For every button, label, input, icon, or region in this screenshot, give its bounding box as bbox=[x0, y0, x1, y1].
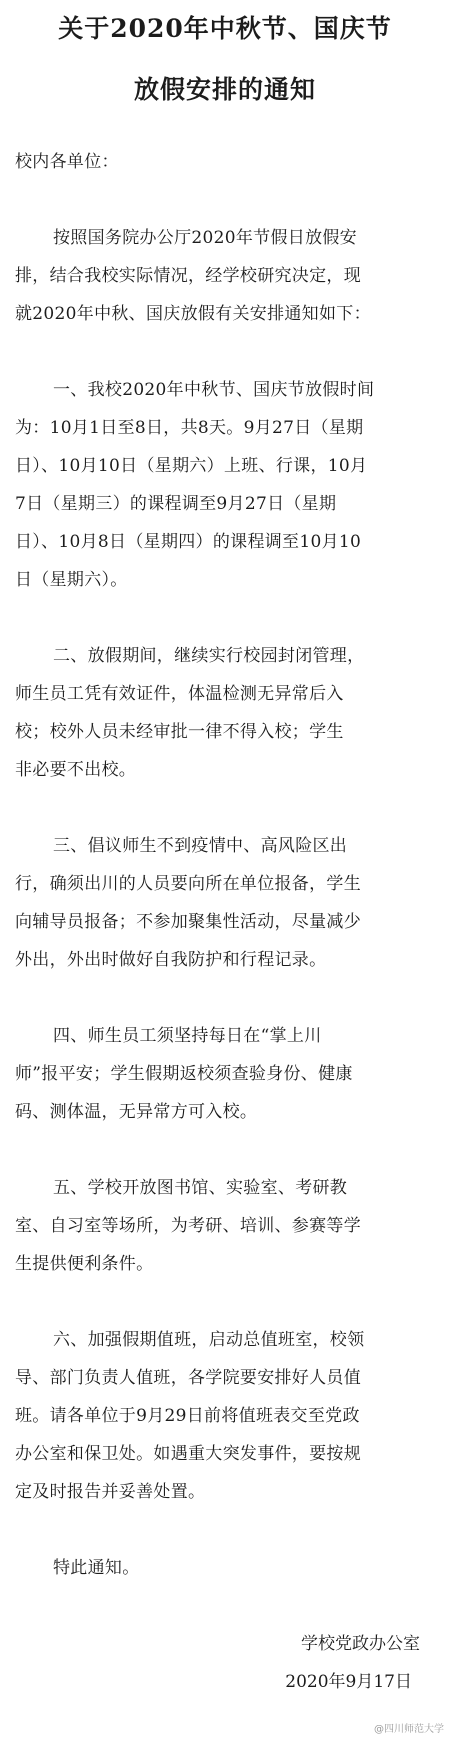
item-2-line: 校；校外人员未经审批一律不得入校；学生 bbox=[15, 722, 344, 742]
intro-line: 排，结合我校实际情况，经学校研究决定，现 bbox=[15, 266, 361, 286]
item-4-line: 四、师生员工须坚持每日在“掌上川 bbox=[53, 1026, 322, 1046]
item-6-line: 导、部门负责人值班，各学院要安排好人员值 bbox=[15, 1368, 361, 1388]
item-4-line: 码、测体温，无异常方可入校。 bbox=[15, 1102, 258, 1122]
signature-date: 2020年9月17日 bbox=[285, 1672, 412, 1692]
item-2-line: 师生员工凭有效证件，体温检测无异常后入 bbox=[15, 684, 344, 704]
item-5-line: 室、自习室等场所，为考研、培训、参赛等学 bbox=[15, 1216, 361, 1236]
signature-office: 学校党政办公室 bbox=[301, 1634, 420, 1654]
item-3-line: 向辅导员报备；不参加聚集性活动，尽量减少 bbox=[15, 912, 361, 932]
item-1-line: 日）、10月10日（星期六）上班、行课，10月 bbox=[15, 456, 368, 476]
closing-text: 特此通知。 bbox=[53, 1558, 140, 1578]
item-1-line: 日（星期六）。 bbox=[15, 570, 128, 590]
item-1-line: 一、我校2020年中秋节、国庆节放假时间 bbox=[53, 380, 375, 400]
weibo-watermark: @四川师范大学 bbox=[374, 1724, 444, 1735]
item-2-line: 非必要不出校。 bbox=[15, 760, 137, 780]
item-6-line: 办公室和保卫处。如遇重大突发事件，要按规 bbox=[15, 1444, 361, 1464]
item-5-line: 五、学校开放图书馆、实验室、考研教 bbox=[53, 1178, 348, 1198]
item-4-line: 师”报平安；学生假期返校须查验身份、健康 bbox=[15, 1064, 353, 1084]
item-1-line: 7日（星期三）的课程调至9月27日（星期 bbox=[15, 494, 337, 514]
item-1-line: 日）、10月8日（星期四）的课程调至10月10 bbox=[15, 532, 362, 552]
item-1-line: 为：10月1日至8日，共8天。9月27日（星期 bbox=[15, 418, 364, 438]
greeting: 校内各单位： bbox=[15, 152, 119, 172]
item-6-line: 定及时报告并妥善处置。 bbox=[15, 1482, 206, 1502]
intro-line: 按照国务院办公厅2020年节假日放假安 bbox=[53, 228, 357, 248]
item-6-line: 六、加强假期值班，启动总值班室，校领 bbox=[53, 1330, 365, 1350]
title-line-1: 关于2020年中秋节、国庆节 bbox=[58, 14, 392, 43]
intro-line: 就2020年中秋、国庆放假有关安排通知如下： bbox=[15, 304, 371, 324]
item-3-line: 外出，外出时做好自我防护和行程记录。 bbox=[15, 950, 327, 970]
item-6-line: 班。请各单位于9月29日前将值班表交至党政 bbox=[15, 1406, 360, 1426]
item-5-line: 生提供便利条件。 bbox=[15, 1254, 154, 1274]
item-2-line: 二、放假期间，继续实行校园封闭管理， bbox=[53, 646, 365, 666]
item-3-line: 行，确须出川的人员要向所在单位报备，学生 bbox=[15, 874, 361, 894]
item-3-line: 三、倡议师生不到疫情中、高风险区出 bbox=[53, 836, 348, 856]
title-line-2: 放假安排的通知 bbox=[133, 75, 316, 104]
